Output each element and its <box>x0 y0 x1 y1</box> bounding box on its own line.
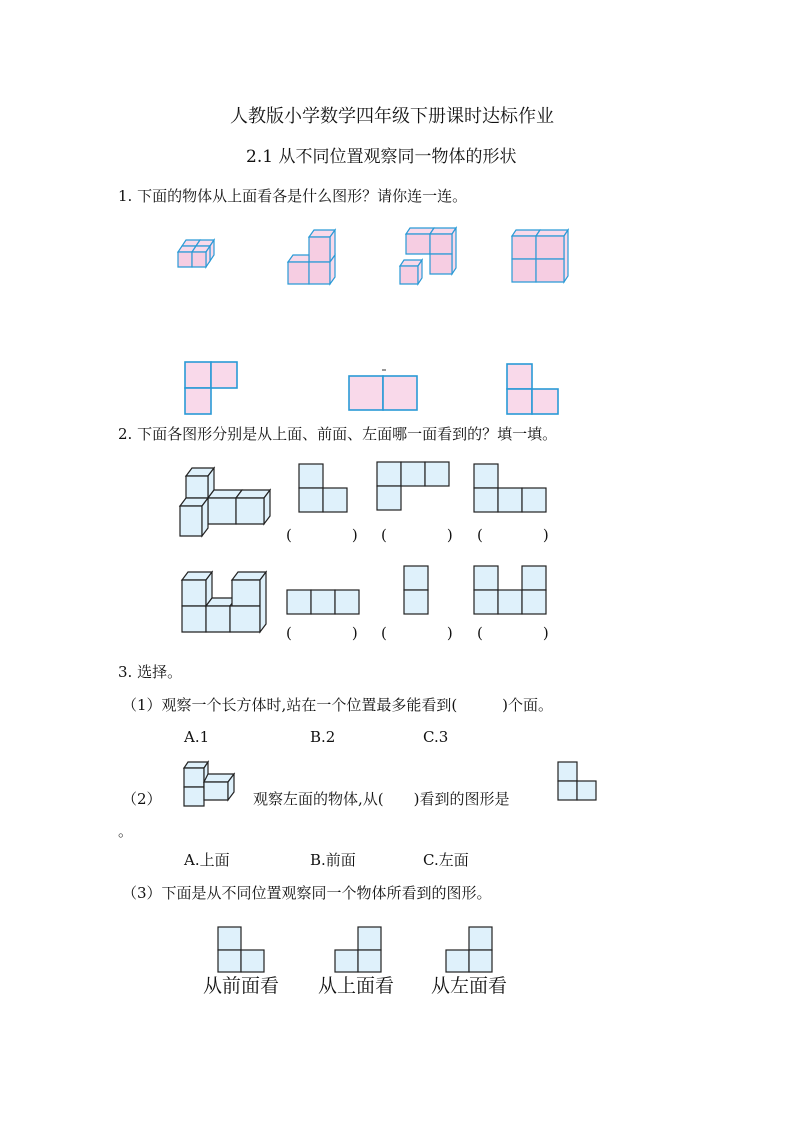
q2-blank-2-2[interactable]: ( ) <box>381 624 453 642</box>
page-title: 人教版小学数学四年级下册课时达标作业 <box>230 106 554 127</box>
q2-blank-1-1[interactable]: ( ) <box>286 526 358 544</box>
question-1-prompt: 1. 下面的物体从上面看各是什么图形？请你连一连。 <box>118 187 468 205</box>
q3-1-text: （1）观察一个长方体时,站在一个位置最多能看到( )个面。 <box>122 696 554 714</box>
q2-blank-2-3[interactable]: ( ) <box>477 624 549 642</box>
q2-view-1 <box>297 462 351 514</box>
q2-blank-1-2[interactable]: ( ) <box>381 526 453 544</box>
q2-blank-1-3[interactable]: ( ) <box>477 526 549 544</box>
q3-2-solid <box>180 760 242 810</box>
q3-3-front-view <box>217 926 267 974</box>
q3-3-caption-top: 从上面看 <box>318 975 395 997</box>
cube-solid-4 <box>508 226 572 288</box>
q2-solid-1 <box>172 464 276 540</box>
cube-solid-3 <box>398 224 462 288</box>
q3-2-tail: 。 <box>118 822 134 840</box>
q2-view-2-bottom <box>376 486 404 514</box>
q3-1-option-a[interactable]: A.1 <box>184 728 210 746</box>
q3-1-option-b[interactable]: B.2 <box>310 728 336 746</box>
q3-3-top-view <box>334 926 384 974</box>
page-subtitle: 2.1 从不同位置观察同一物体的形状 <box>246 147 517 167</box>
top-view-a <box>184 361 240 417</box>
cube-solid-1 <box>170 236 234 286</box>
q3-2-label: （2） <box>122 790 162 808</box>
q3-2-option-c[interactable]: C.左面 <box>423 851 469 869</box>
q3-2-option-a[interactable]: A.上面 <box>184 851 230 869</box>
q2-view-6 <box>472 564 552 616</box>
q2-solid-2 <box>178 568 272 636</box>
q2-view-5 <box>402 564 432 616</box>
q2-view-2 <box>375 460 453 488</box>
q3-2-text: 观察左面的物体,从( )看到的图形是 <box>253 790 510 808</box>
q2-view-3 <box>472 462 552 514</box>
question-2-prompt: 2. 下面各图形分别是从上面、前面、左面哪一面看到的？填一填。 <box>118 425 558 443</box>
q3-2-view <box>556 760 600 804</box>
question-3-prompt: 3. 选择。 <box>118 663 183 681</box>
cube-solid-2 <box>285 226 345 288</box>
q2-blank-2-1[interactable]: ( ) <box>286 624 358 642</box>
q3-2-option-b[interactable]: B.前面 <box>310 851 356 869</box>
q3-3-caption-front: 从前面看 <box>203 975 280 997</box>
top-view-b <box>347 374 421 414</box>
q3-3-text: （3）下面是从不同位置观察同一个物体所看到的图形。 <box>122 884 492 902</box>
q3-1-option-c[interactable]: C.3 <box>423 728 449 746</box>
q3-3-left-view <box>445 926 495 974</box>
q2-view-4 <box>285 588 363 616</box>
q3-3-caption-left: 从左面看 <box>431 975 508 997</box>
top-view-c <box>506 363 562 417</box>
